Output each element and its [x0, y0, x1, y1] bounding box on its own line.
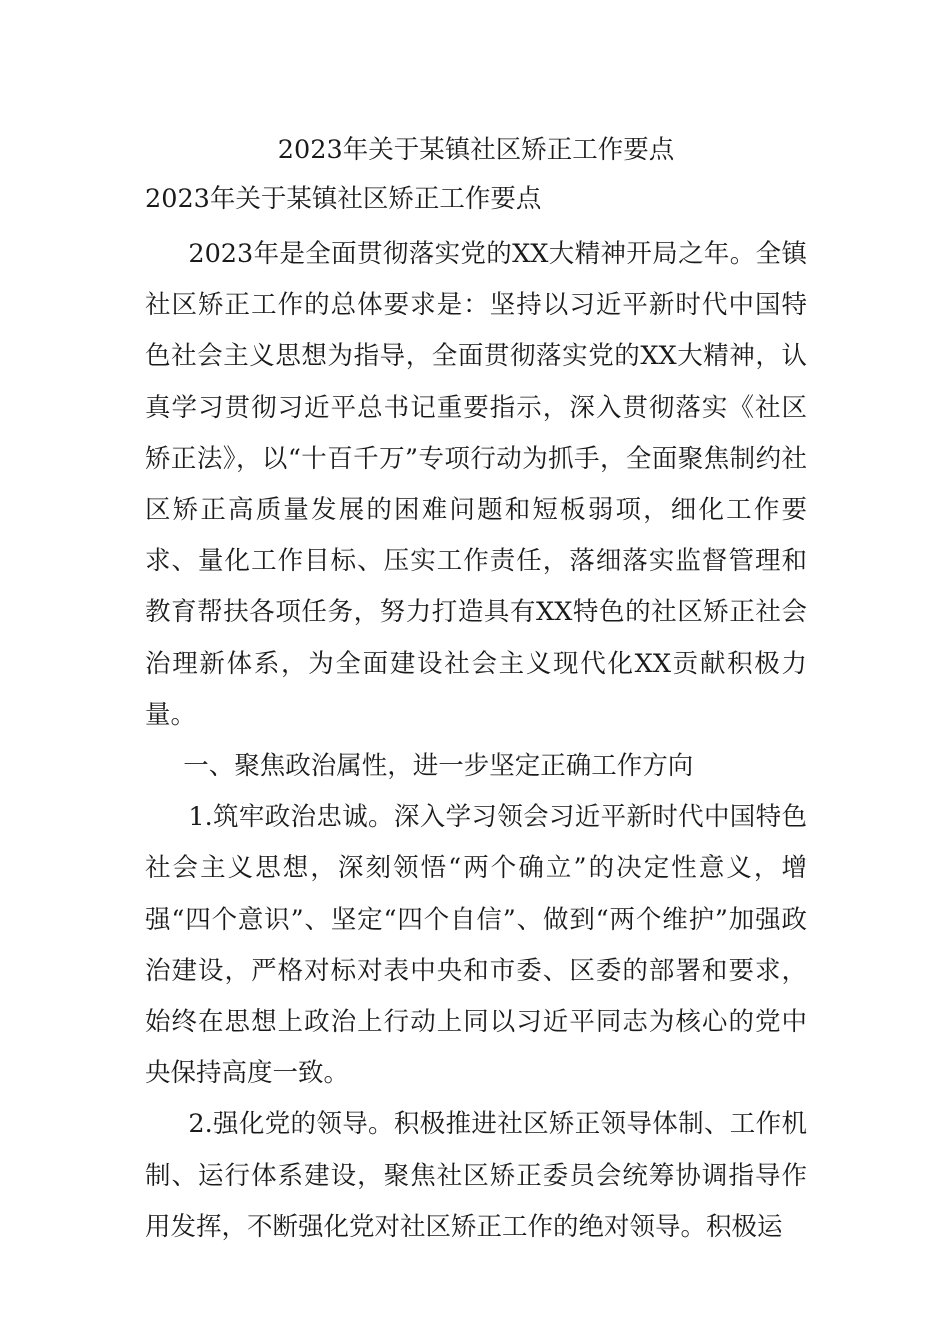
- section-heading-1: 一、聚焦政治属性，进一步坚定正确工作方向: [183, 751, 694, 782]
- document-subtitle: 2023年关于某镇社区矫正工作要点: [145, 184, 542, 214]
- paragraph-item-1: 1.筑牢政治忠诚。深入学习领会习近平新时代中国特色社会主义思想，深刻领悟“两个确立”的决定性意义，增强“四个意识”、坚定“四个自信”、做到“两个维护”加强政治建设，严格对标对表中央和市委、区委的部署和要求，始终在思想上政治上行动上同以习近平同志为核心的党中央保持高度一致。: [145, 802, 807, 1089]
- document-body: [145, 127, 807, 1253]
- intro-paragraph: 2023年是全面贯彻落实党的XX大精神开局之年。全镇社区矫正工作的总体要求是：坚持以习近平新时代中国特色社会主义思想为指导，全面贯彻落实党的XX大精神，认真学习贯彻习近平总书记重要指示，深入贯彻落实《社区矫正法》，以“十百千万”专项行动为抓手，全面聚焦制约社区矫正高质量发展的困难问题和短板弱项，细化工作要求、量化工作目标、压实工作责任，落细落实监督管理和教育帮扶各项任务，努力打造具有XX特色的社区矫正社会治理新体系，为全面建设社会主义现代化XX贡献积极力量。: [145, 239, 807, 730]
- document-title: 2023年关于某镇社区矫正工作要点: [277, 135, 675, 165]
- paragraph-item-2: 2.强化党的领导。积极推进社区矫正领导体制、工作机制、运行体系建设，聚焦社区矫正委员会统筹协调指导作用发挥，不断强化党对社区矫正工作的绝对领导。积极运: [145, 1109, 807, 1242]
